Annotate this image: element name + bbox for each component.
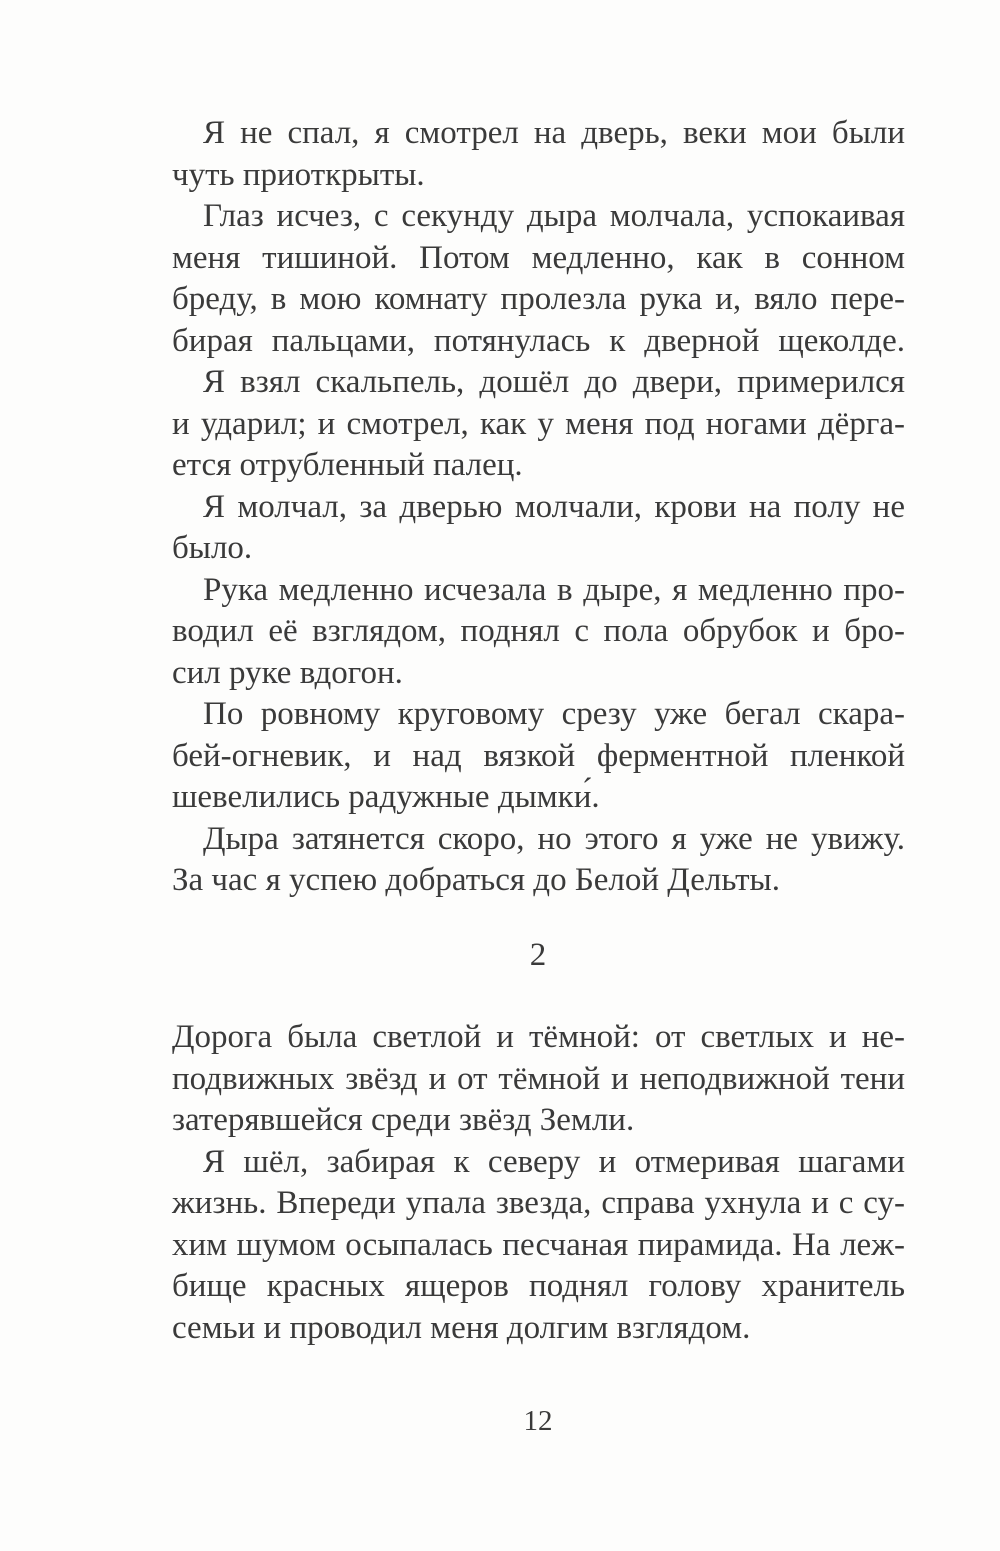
text-line: было. bbox=[172, 530, 253, 566]
text-line: Я взял скальпель, дошёл до двери, примерился bbox=[203, 364, 905, 400]
text-line: меня тишиной. Потом медленно, как в сонном bbox=[172, 239, 905, 276]
text-line: бище красных ящеров поднял голову хранитель bbox=[172, 1268, 905, 1304]
text-section-1 bbox=[172, 113, 905, 902]
text-line: хим шумом осыпалась песчаная пирамида. На леж- bbox=[172, 1226, 905, 1263]
text-section-2 bbox=[172, 1017, 905, 1349]
text-line: За час я успею добраться до Белой Дельты. bbox=[172, 862, 780, 898]
paragraph bbox=[172, 196, 905, 362]
paragraph bbox=[172, 1142, 905, 1350]
paragraph bbox=[172, 487, 905, 570]
text-line: Дыра затянется скоро, но этого я уже не увижу. bbox=[203, 820, 905, 857]
text-line: По ровному круговому срезу уже бегал скара- bbox=[203, 696, 905, 732]
paragraph bbox=[172, 570, 905, 695]
text-line: шевелились радужные дымки́. bbox=[172, 779, 600, 815]
text-line: и ударил; и смотрел, как у меня под ногами дёрга- bbox=[172, 405, 905, 442]
text-line: семьи и проводил меня долгим взглядом. bbox=[172, 1309, 751, 1346]
text-line: бей-огневик, и над вязкой ферментной пленкой bbox=[172, 737, 905, 774]
text-line: Рука медленно исчезала в дыре, я медленно про- bbox=[203, 571, 905, 608]
paragraph bbox=[172, 819, 905, 902]
text-line: Дорога была светлой и тёмной: от светлых и не- bbox=[172, 1019, 905, 1055]
paragraph bbox=[172, 362, 905, 487]
text-line: чуть приоткрыты. bbox=[172, 156, 425, 193]
paragraph bbox=[172, 1017, 905, 1142]
text-line: Я шёл, забирая к северу и отмеривая шагами bbox=[203, 1143, 905, 1180]
page-number: 12 bbox=[523, 1405, 553, 1437]
text-line: бреду, в мою комнату пролезла рука и, вяло пере- bbox=[172, 281, 905, 317]
text-line: бирая пальцами, потянулась к дверной щеколде. bbox=[172, 322, 905, 359]
text-line: Глаз исчез, с секунду дыра молчала, успокаивая bbox=[203, 198, 905, 234]
text-line: ется отрубленный палец. bbox=[172, 447, 523, 483]
paragraph bbox=[172, 694, 905, 819]
text-line: Я не спал, я смотрел на дверь, веки мои были bbox=[203, 115, 905, 151]
text-line: затерявшейся среди звёзд Земли. bbox=[172, 1102, 635, 1138]
text-line: подвижных звёзд и от тёмной и неподвижной тени bbox=[172, 1060, 905, 1097]
paragraph bbox=[172, 113, 905, 196]
text-line: Я молчал, за дверью молчали, крови на полу не bbox=[203, 488, 905, 525]
chapter-number: 2 bbox=[529, 937, 547, 973]
text-line: водил её взглядом, поднял с пола обрубок и бро- bbox=[172, 613, 905, 649]
text-line: сил руке вдогон. bbox=[172, 654, 403, 691]
text-line: жизнь. Впереди упала звезда, справа ухнула и с су- bbox=[172, 1185, 905, 1221]
